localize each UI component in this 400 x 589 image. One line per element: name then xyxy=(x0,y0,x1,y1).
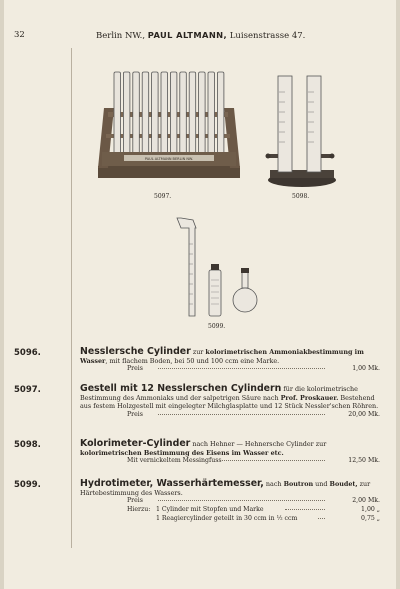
entry-desc-2: Bestehend aus festem Holzgestell mit eingelegter Milchglasplatte und 12 Stück Nessler'schen Röhren. xyxy=(80,393,379,411)
entry-desc-2: zur Härtebestimmung des Wassers. xyxy=(80,480,371,497)
price-line xyxy=(80,365,380,374)
price-line xyxy=(80,457,380,466)
entry-desc-bold-1: Boutron xyxy=(283,480,314,488)
entry-number: 5097. xyxy=(14,385,41,395)
entry-desc-bold: kolorimetrischen Ammoniakbestimmung im Wasser xyxy=(80,348,364,365)
nessler-tube xyxy=(217,72,224,156)
page-header xyxy=(4,30,396,44)
caption-5099: 5099. xyxy=(208,323,226,330)
nessler-tube xyxy=(123,72,129,156)
extra-item-label: 1 Cylinder mit Stopfen und Marke xyxy=(156,506,264,514)
entry-desc-bold: Prof. Proskauer. xyxy=(280,393,339,402)
nessler-tube xyxy=(142,72,149,156)
margin-rule xyxy=(71,48,72,548)
page-number: 32 xyxy=(14,30,25,40)
nessler-tube xyxy=(208,72,215,156)
price-line xyxy=(80,497,380,506)
entry-title-suffix: zur xyxy=(192,348,204,356)
entry-number: 5099. xyxy=(14,480,41,490)
nessler-tube xyxy=(180,72,187,156)
header-title xyxy=(96,30,305,41)
nessler-tube xyxy=(170,72,177,156)
header-street: Luisenstrasse 47. xyxy=(229,31,306,41)
entry-number: 5098. xyxy=(14,440,41,450)
nessler-tube xyxy=(152,72,159,156)
entry-desc: für die kolorimetrische Bestimmung des Ammoniaks und der salpetrigen Säure nach xyxy=(80,385,358,402)
price-value: 12,50 Mk. xyxy=(348,457,380,465)
extras-line-1 xyxy=(80,506,380,515)
extra-item-price: 1,00 „ xyxy=(361,506,380,514)
entry-title: Kolorimeter-Cylinder xyxy=(80,438,191,449)
price-value: 20,00 Mk. xyxy=(348,410,380,418)
entry-desc-bold: kolorimetrischen Bestimmung des Eisens im Wasser etc. xyxy=(80,448,284,457)
extra-item-price: 0,75 „ xyxy=(361,515,380,523)
rack-plate-text: PAUL ALTMANN BERLIN NW. xyxy=(144,157,194,161)
entry-desc: nach xyxy=(265,480,282,488)
nessler-tube xyxy=(189,72,196,156)
catalog-page xyxy=(4,0,396,589)
extras-label: Hierzu: xyxy=(127,506,151,514)
entry-title: Gestell mit 12 Nesslerschen Cylindern xyxy=(80,383,282,394)
price-line xyxy=(80,411,380,420)
figure-5098-cylinders xyxy=(262,72,342,192)
nessler-tube xyxy=(161,72,168,156)
figure-5097-rack xyxy=(94,68,244,193)
entry-title: Hydrotimeter, Wasserhärtemesser, xyxy=(80,478,264,489)
price-label: Preis xyxy=(127,497,143,505)
price-label: Preis xyxy=(127,410,143,418)
caption-5097: 5097. xyxy=(154,193,172,200)
price-value: 2,00 Mk. xyxy=(352,497,380,505)
header-company: PAUL ALTMANN, xyxy=(147,30,228,40)
entry-desc-bold-2: Boudet, xyxy=(329,480,358,488)
entry-title: Nesslersche Cylinder xyxy=(80,346,191,357)
nessler-tube xyxy=(133,72,140,156)
extra-item-label: 1 Reagiercylinder geteilt in 30 ccm in ½ ccm xyxy=(156,515,298,523)
entry-number: 5096. xyxy=(14,348,41,358)
extras-line-2 xyxy=(80,515,380,524)
nessler-tube xyxy=(114,72,121,156)
price-label: Mit vernickeltem Messingfuss xyxy=(127,457,222,465)
price-label: Preis xyxy=(127,365,143,373)
nessler-tube xyxy=(199,72,206,156)
header-prefix: Berlin NW., xyxy=(96,31,146,41)
price-value: 1,00 Mk. xyxy=(352,365,380,373)
entry-desc: , mit flachem Boden, bei 50 und 100 ccm eine Marke. xyxy=(105,356,280,365)
caption-5098: 5098. xyxy=(292,193,310,200)
figure-5099-hydrotimeter xyxy=(169,214,269,322)
entry-desc-and: und xyxy=(315,480,328,488)
entry-desc: nach Hehner — Hehnersche Cylinder zur xyxy=(192,440,327,448)
